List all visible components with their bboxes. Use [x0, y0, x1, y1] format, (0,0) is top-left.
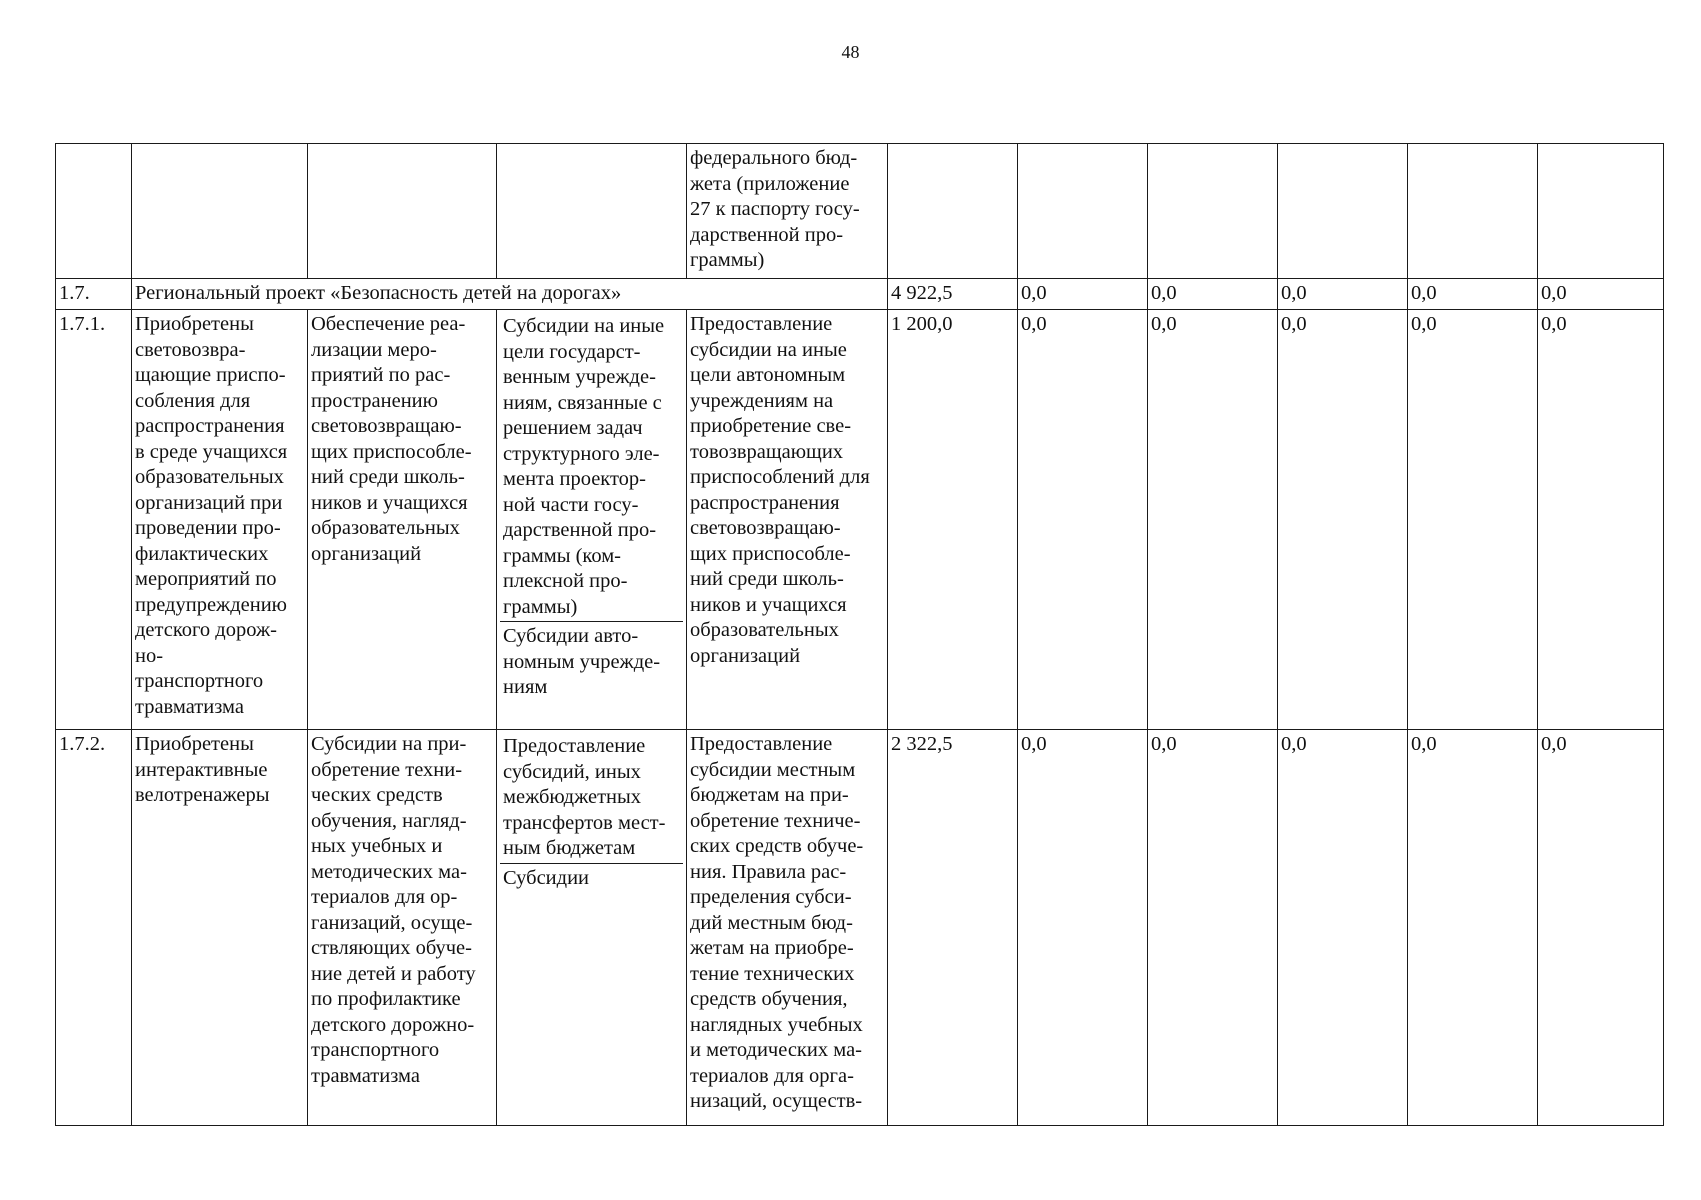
result-text: Приобретены интерактивные велотренажеры: [135, 733, 270, 806]
row-value-5: 0,0: [1408, 310, 1538, 730]
row-description: [687, 310, 888, 730]
cell-value-empty: [1408, 144, 1538, 279]
cell-value-empty: [1278, 144, 1408, 279]
type-top-text: Предоставление субсидий, иных межбюджетных трансфертов мест- ным бюджетам: [503, 735, 666, 859]
type-top: [500, 312, 683, 622]
row-measure: [308, 310, 497, 730]
row-value-2: 0,0: [1018, 310, 1148, 730]
project-value-4: 0,0: [1278, 279, 1408, 310]
row-value-4: 0,0: [1278, 310, 1408, 730]
row-type: [497, 310, 687, 730]
project-value-3: 0,0: [1148, 279, 1278, 310]
row-result: [132, 730, 308, 1126]
project-value-6: 0,0: [1538, 279, 1664, 310]
row-result: [132, 310, 308, 730]
table-row: [56, 730, 1664, 1126]
table-row: [56, 310, 1664, 730]
continuation-row: [56, 144, 1664, 279]
cell-num-empty: [56, 144, 132, 279]
type-bottom: [500, 622, 683, 702]
type-bottom-text: Субсидии авто- номным учрежде- ниям: [503, 625, 661, 698]
budget-table: [55, 143, 1664, 1126]
row-value-total: 2 322,5: [888, 730, 1018, 1126]
type-top-text: Субсидии на иные цели государст- венным учрежде- ниям, связанные с решением задач структурного эле- мента проектор- ной части госу- дарственной про- граммы (ком- плексной про- граммы): [503, 315, 665, 618]
row-value-6: 0,0: [1538, 730, 1664, 1126]
row-value-5: 0,0: [1408, 730, 1538, 1126]
project-number: 1.7.: [56, 279, 132, 310]
row-type: [497, 730, 687, 1126]
row-description: [687, 730, 888, 1126]
cell-measure-empty: [308, 144, 497, 279]
type-bottom-text: Субсидии: [503, 866, 590, 889]
row-value-3: 0,0: [1148, 730, 1278, 1126]
description-text: Предоставление субсидии местным бюджетам на при- обретение техниче- ских средств обуче- ния. Правила рас- пределения субси- дий местным бюд- жетам на приобре- тение технических средств обучения, наглядных учебных и методических ма- териалов для орга- низаций, осуществ-: [690, 733, 864, 1112]
type-bottom: [500, 864, 683, 893]
project-value-2: 0,0: [1018, 279, 1148, 310]
project-row: [56, 279, 1664, 310]
row-value-3: 0,0: [1148, 310, 1278, 730]
row-number: 1.7.2.: [56, 730, 132, 1126]
project-value-5: 0,0: [1408, 279, 1538, 310]
cell-value-empty: [1148, 144, 1278, 279]
project-title: Региональный проект «Безопасность детей на дорогах»: [132, 279, 888, 310]
row-number: 1.7.1.: [56, 310, 132, 730]
cell-value-empty: [1538, 144, 1664, 279]
continuation-text: федерального бюд- жета (приложение 27 к паспорту госу- дарственной про- граммы): [690, 147, 860, 271]
cell-description: [687, 144, 888, 279]
row-value-total: 1 200,0: [888, 310, 1018, 730]
cell-result-empty: [132, 144, 308, 279]
row-measure: [308, 730, 497, 1126]
cell-value-empty: [1018, 144, 1148, 279]
project-value-total: 4 922,5: [888, 279, 1018, 310]
cell-type-empty: [497, 144, 687, 279]
row-value-6: 0,0: [1538, 310, 1664, 730]
page-number: 48: [841, 42, 860, 62]
measure-text: Субсидии на при- обретение техни- ческих средств обучения, нагляд- ных учебных и методических ма- териалов для ор- ганизаций, осуще- ствляющих обуче- ние детей и работу по профилактике детского дорожно- транспортного травматизма: [311, 733, 476, 1087]
row-value-2: 0,0: [1018, 730, 1148, 1126]
cell-value-empty: [888, 144, 1018, 279]
type-top: [500, 732, 683, 864]
description-text: Предоставление субсидии на иные цели автономным учреждениям на приобретение све- товозвращающих приспособлений для распространения световозвращаю- щих приспособле- ний среди школь- ников и учащихся образовательных организаций: [690, 313, 870, 667]
result-text: Приобретены световозвра- щающие приспо- собления для распространения в среде учащихся образовательных организаций при проведении про- филактических мероприятий по предупреждению детского дорож- но- транспортного травматизма: [135, 313, 288, 718]
measure-text: Обеспечение реа- лизации меро- приятий по рас- пространению световозвращаю- щих приспособле- ний среди школь- ников и учащихся образовательных организаций: [311, 313, 472, 565]
row-value-4: 0,0: [1278, 730, 1408, 1126]
